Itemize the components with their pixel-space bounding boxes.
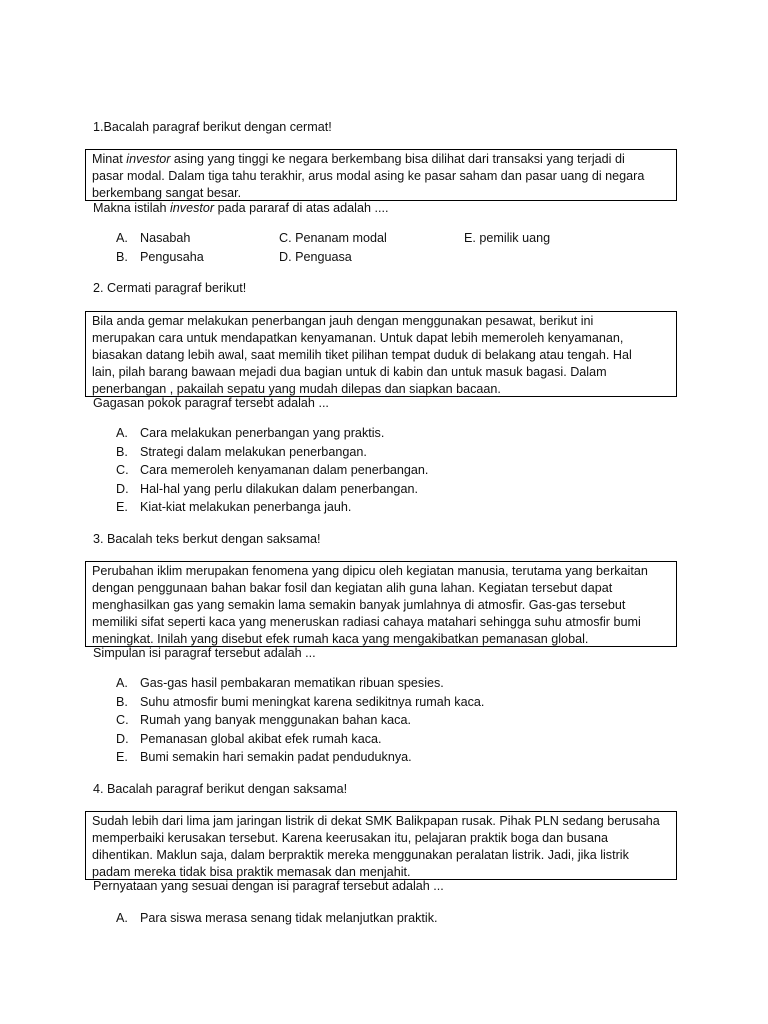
- option-a[interactable]: A. Gas-gas hasil pembakaran mematikan ribuan spesies.: [116, 676, 444, 690]
- question-3-title: 3. Bacalah teks berkut dengan saksama!: [93, 532, 321, 546]
- option-a[interactable]: A. Para siswa merasa senang tidak melanjutkan praktik.: [116, 911, 438, 925]
- passage-line: dengan penggunaan bahan bakar fosil dan kegiatan alih guna lahan. Kegiatan tersebut dapat: [92, 581, 613, 595]
- option-e[interactable]: E. pemilik uang: [464, 231, 551, 245]
- question-1-title: 1.Bacalah paragraf berikut dengan cermat!: [93, 120, 332, 134]
- passage-line: padam mereka tidak bisa praktik memasak dan menjahit.: [92, 865, 411, 879]
- option-d[interactable]: D. Hal-hal yang perlu dilakukan dalam penerbangan.: [116, 481, 418, 496]
- passage-line: pasar modal. Dalam tiga tahu terakhir, arus modal asing ke pasar saham dan pasar uang di negara: [92, 169, 645, 183]
- question-4-options: [116, 910, 676, 929]
- passage-line: lain, pilah barang bawaan mejadi dua bagian untuk di kabin dan untuk masuk bagasi. Dalam: [92, 365, 607, 379]
- option-b[interactable]: B. Suhu atmosfir bumi meningkat karena sedikitnya rumah kaca.: [116, 694, 485, 709]
- option-a[interactable]: A. Cara melakukan penerbangan yang praktis.: [116, 426, 385, 440]
- question-1-prompt: Makna istilah investor pada pararaf di atas adalah ....: [93, 201, 389, 215]
- option-b[interactable]: B. Strategi dalam melakukan penerbangan.: [116, 444, 367, 459]
- passage-line: penerbangan , pakailah sepatu yang mudah dilepas dan siapkan bacaan.: [92, 382, 501, 396]
- option-c[interactable]: C. Penanam modal: [279, 231, 387, 245]
- question-2-prompt: Gagasan pokok paragraf tersebt adalah ...: [93, 396, 329, 410]
- passage-line: meningkat. Inilah yang disebut efek rumah kaca yang mengakibatkan pemanasan global.: [92, 632, 589, 646]
- option-c[interactable]: C. Cara memeroleh kenyamanan dalam penerbangan.: [116, 463, 429, 478]
- passage-line: Perubahan iklim merupakan fenomena yang dipicu oleh kegiatan manusia, terutama yang berkaitan: [92, 564, 648, 578]
- passage-line: Sudah lebih dari lima jam jaringan listrik di dekat SMK Balikpapan rusak. Pihak PLN sedang berusaha: [92, 814, 660, 828]
- question-2-passage-box: [85, 311, 677, 397]
- passage-line: dihentikan. Maklun saja, dalam berpraktik mereka menggunakan peralatan listrik. Jadi, jika listrik: [92, 848, 629, 862]
- option-e[interactable]: E. Kiat-kiat melakukan penerbanga jauh.: [116, 500, 352, 515]
- question-3-options: [116, 675, 676, 768]
- passage-line: biasakan datang lebih awal, saat memilih tiket pilihan tempat duduk di belakang atau tengah. Hal: [92, 348, 632, 362]
- question-4-title: 4. Bacalah paragraf berikut dengan saksama!: [93, 782, 348, 796]
- passage-line: memperbaiki kerusakan tersebut. Karena keerusakan itu, pelajaran praktik boga dan busana: [92, 831, 608, 845]
- question-3-prompt: Simpulan isi paragraf tersebut adalah ...: [93, 646, 316, 660]
- question-2-title: 2. Cermati paragraf berikut!: [93, 281, 247, 295]
- question-1-passage-box: [85, 149, 677, 201]
- passage-line: Bila anda gemar melakukan penerbangan jauh dengan menggunakan pesawat, berikut ini: [92, 314, 594, 328]
- option-c[interactable]: C. Rumah yang banyak menggunakan bahan kaca.: [116, 713, 411, 728]
- option-e[interactable]: E. Bumi semakin hari semakin padat penduduknya.: [116, 750, 412, 765]
- passage-line: merupakan cara untuk mendapatkan kenyamanan. Untuk dapat lebih memeroleh kenyamanan,: [92, 331, 624, 345]
- option-d[interactable]: D. Pemanasan global akibat efek rumah kaca.: [116, 731, 382, 746]
- question-4-prompt: Pernyataan yang sesuai dengan isi paragraf tersebut adalah ...: [93, 879, 444, 893]
- question-2-options: [116, 425, 676, 518]
- question-1-options: A. Nasabah C. Penanam modal E. pemilik uang B. Pengusaha D. Penguasa: [116, 231, 551, 264]
- question-3-passage-box: [85, 561, 677, 647]
- passage-line: berkembang sangat besar.: [92, 186, 242, 200]
- option-d[interactable]: D. Penguasa: [279, 249, 352, 264]
- passage-line: menghasilkan gas yang semakin lama semakin banyak jumlahnya di atmosfir. Gas-gas tersebut: [92, 598, 626, 612]
- passage-line: Minat investor asing yang tinggi ke negara berkembang bisa dilihat dari transaksi yang terjadi di: [92, 152, 625, 166]
- passage-line: memiliki sifat seperti kaca yang meneruskan radiasi cahaya matahari sehingga suhu atmosfir bumi: [92, 615, 641, 629]
- question-4-passage-box: [85, 811, 677, 880]
